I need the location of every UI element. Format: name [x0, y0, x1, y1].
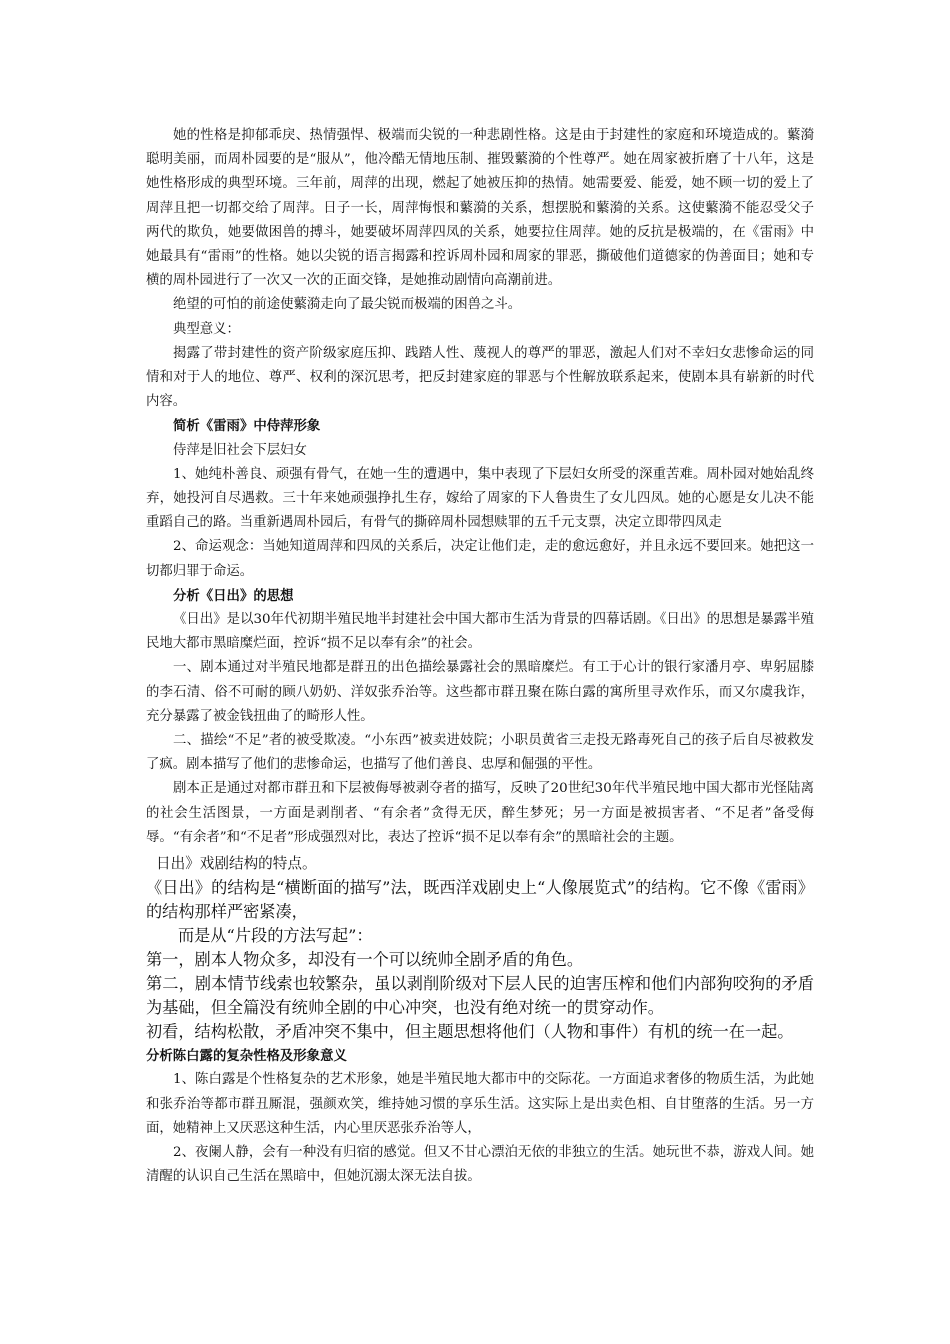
paragraph-chenbailu-point-1: 1、陈白露是个性格复杂的艺术形象，她是半殖民地大都市中的交际花。一方面追求奢侈的物质生活，为此她和张乔治等都市群丑厮混，强颜欢笑，维持她习惯的享乐生活。这实际上是出卖色相、自甘堕落的生活。另一方面，她精神上又厌恶这种生活，内心里厌恶张乔治等人， — [146, 1072, 814, 1136]
paragraph-structure-first: 第一，剧本人物众多，却没有一个可以统帅全剧矛盾的角色。 — [146, 950, 584, 970]
structure-intro-part-b: 而是从“片段的方法写起”： — [178, 926, 373, 946]
heading-richu-structure: 日出》戏剧结构的特点。 — [156, 855, 317, 873]
paragraph-richu-summary: 剧本正是通过对都市群丑和下层被侮辱被剥夺者的描写，反映了20世纪30年代半殖民地中国大都市光怪陆离的社会生活图景，一方面是剥削者、“有余者”贪得无厌，醉生梦死；另一方面是被损害者、“不足者”备受侮辱。“有余者”和“不足者”形成强烈对比，表达了控诉“损不足以奉有余”的黑暗社会的主题。 — [146, 781, 814, 845]
paragraph-shiping-point-1: 1、她纯朴善良、顽强有骨气，在她一生的遭遇中，集中表现了下层妇女所受的深重苦难。周朴园对她始乱终弃，她投河自尽遇救。三十年来她顽强挣扎生存，嫁给了周家的下人鲁贵生了女儿四凤。她的心愿是女儿决不能重蹈自己的路。当重新遇周朴园后，有骨气的撕碎周朴园想赎罪的五千元支票，决定立即带四凤走 — [146, 466, 814, 531]
paragraph-structure-intro — [146, 876, 814, 948]
structure-intro-part-a: 《日出》的结构是“横断面的描写”法，既西洋戏剧史上“人像展览式”的结构。它不像《雷雨》的结构那样严密紧凑， — [146, 878, 814, 922]
paragraph-typical-meaning-label: 典型意义： — [173, 321, 240, 337]
paragraph-richu-intro: 《日出》是以30年代初期半殖民地半封建社会中国大都市生活为背景的四幕话剧。《日出》的思想是暴露半殖民地大都市黑暗糜烂面，控诉“损不足以奉有余”的社会。 — [146, 612, 814, 652]
paragraph-structure-second: 第二，剧本情节线索也较繁杂，虽以剥削阶级对下层人民的迫害压榨和他们内部狗咬狗的矛盾为基础，但全篇没有统帅全剧的中心冲突，也没有绝对统一的贯穿动作。 — [146, 974, 814, 1018]
document-page — [146, 124, 814, 1189]
heading-richu-thought: 分析《日出》的思想 — [173, 587, 294, 604]
paragraph-fanyi-despair: 绝望的可怕的前途使蘩漪走向了最尖锐而极端的困兽之斗。 — [173, 297, 522, 313]
paragraph-fanyi-character: 她的性格是抑郁乖戾、热情强悍、极端而尖锐的一种悲剧性格。这是由于封建性的家庭和环境造成的。蘩漪聪明美丽，而周朴园要的是“服从”，他冷酷无情地压制、摧毁蘩漪的个性尊严。她在周家被折磨了十八年，这是她性格形成的典型环境。三年前，周萍的出现，燃起了她被压抑的热情。她需要爱、能爱，她不顾一切的爱上了周萍且把一切都交给了周萍。日子一长，周萍悔恨和蘩漪的关系，想摆脱和蘩漪的关系。这使蘩漪不能忍受父子两代的欺负，她要做困兽的搏斗，她要破坏周萍四凤的关系，她要拉住周萍。她的反抗是极端的，在《雷雨》中她最具有“雷雨”的性格。她以尖锐的语言揭露和控诉周朴园和周家的罪恶，撕破他们道德家的伪善面目；她和专横的周朴园进行了一次又一次的正面交锋，是她推动剧情向高潮前进。 — [146, 128, 814, 289]
paragraph-shiping-intro: 侍萍是旧社会下层妇女 — [173, 442, 307, 458]
heading-chenbailu: 分析陈白露的复杂性格及形象意义 — [146, 1048, 347, 1065]
paragraph-richu-point-1: 一、剧本通过对半殖民地都是群丑的出色描绘暴露社会的黑暗糜烂。有工于心计的银行家潘月亭、卑躬屈膝的李石清、俗不可耐的顾八奶奶、洋奴张乔治等。这些都市群丑聚在陈白露的寓所里寻欢作乐，而又尔虞我诈，充分暴露了被金钱扭曲了的畸形人性。 — [146, 660, 814, 724]
paragraph-richu-point-2: 二、描绘“不足”者的被受欺凌。“小东西”被卖进妓院；小职员黄省三走投无路毒死自己的孩子后自尽被救发了疯。剧本描写了他们的悲惨命运，也描写了他们善良、忠厚和倔强的平性。 — [146, 733, 814, 773]
paragraph-structure-conclusion: 初看，结构松散，矛盾冲突不集中，但主题思想将他们（人物和事件）有机的统一在一起。 — [146, 1022, 794, 1042]
heading-shiping: 简析《雷雨》中侍萍形象 — [173, 418, 321, 435]
paragraph-chenbailu-point-2: 2、夜阑人静，会有一种没有归宿的感觉。但又不甘心漂泊无依的非独立的生活。她玩世不恭，游戏人间。她清醒的认识自己生活在黑暗中，但她沉溺太深无法自拔。 — [146, 1144, 814, 1185]
paragraph-typical-meaning: 揭露了带封建性的资产阶级家庭压抑、践踏人性、蔑视人的尊严的罪恶，激起人们对不幸妇女悲惨命运的同情和对于人的地位、尊严、权利的深沉思考，把反封建家庭的罪恶与个性解放联系起来，使剧本具有崭新的时代内容。 — [146, 345, 814, 410]
paragraph-shiping-point-2: 2、命运观念：当她知道周萍和四凤的关系后，决定让他们走，走的愈远愈好，并且永远不要回来。她把这一切都归罪于命运。 — [146, 539, 814, 579]
